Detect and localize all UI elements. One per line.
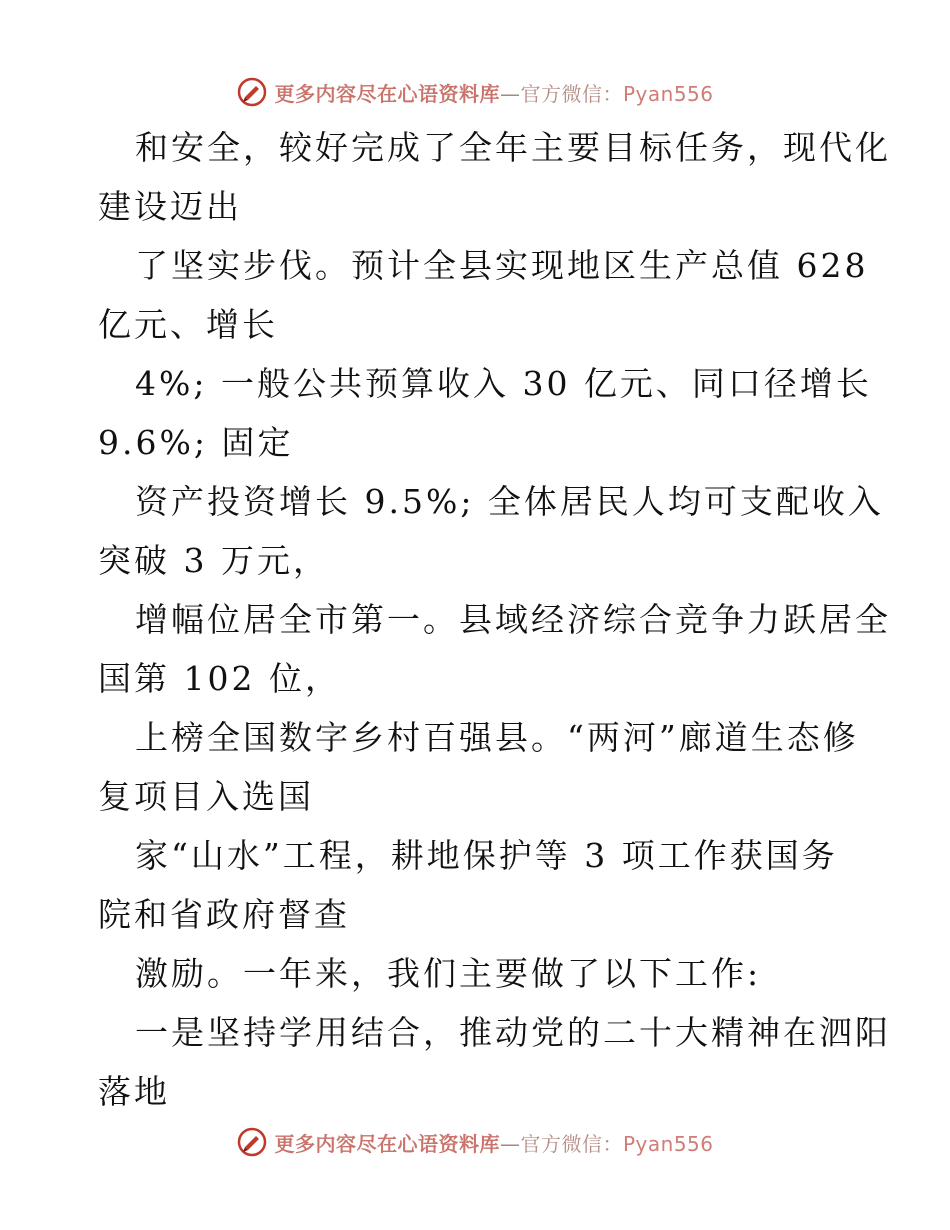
text-line: 上榜全国数字乡村百强县。“两河”廊道生态修 <box>135 718 859 757</box>
watermark-separator: — <box>499 1131 521 1156</box>
text-line: 激励。一年来，我们主要做了以下工作: <box>135 954 762 993</box>
paragraph <box>98 354 872 472</box>
text-line: 4%; 一般公共预算收入 30 亿元、同口径增长 <box>135 364 872 403</box>
text-line: 复项目入选国 <box>98 777 314 816</box>
text-line: 资产投资增长 9.5%; 全体居民人均可支配收入 <box>135 482 884 521</box>
paragraph <box>98 590 891 708</box>
paragraph <box>98 236 869 354</box>
watermark-brand: 更多内容尽在心语资料库 <box>274 1131 500 1156</box>
paragraph <box>98 708 858 826</box>
document-body <box>98 118 891 1121</box>
watermark-text <box>274 1128 713 1157</box>
text-line: 突破 3 万元， <box>98 541 329 580</box>
watermark-separator: — <box>499 81 521 106</box>
text-line: 亿元、增长 <box>98 305 278 344</box>
text-line: 增幅位居全市第一。县域经济综合竞争力跃居全 <box>135 600 891 639</box>
paragraph <box>98 944 858 1003</box>
text-line: 落地 <box>98 1072 170 1111</box>
footer-watermark <box>0 1122 950 1162</box>
paragraph <box>98 472 884 590</box>
text-line: 和安全，较好完成了全年主要目标任务，现代化 <box>135 128 891 167</box>
watermark-brand: 更多内容尽在心语资料库 <box>274 81 500 106</box>
text-line: 建设迈出 <box>98 187 242 226</box>
text-line: 院和省政府督查 <box>98 895 350 934</box>
watermark-wechat-id: Pyan556 <box>622 81 714 106</box>
paragraph <box>98 1003 891 1121</box>
paragraph <box>98 826 858 944</box>
header-watermark <box>0 72 950 112</box>
watermark-text <box>274 78 713 107</box>
watermark-label: 官方微信： <box>520 1131 623 1156</box>
text-line: 国第 102 位， <box>98 659 341 698</box>
pen-logo-icon <box>236 1126 268 1158</box>
paragraph <box>98 118 891 236</box>
text-line: 了坚实步伐。预计全县实现地区生产总值 628 <box>135 246 869 285</box>
text-line: 9.6%; 固定 <box>98 423 294 462</box>
pen-logo-icon <box>236 76 268 108</box>
text-line: 一是坚持学用结合，推动党的二十大精神在泗阳 <box>135 1013 891 1052</box>
watermark-label: 官方微信： <box>520 81 623 106</box>
watermark-wechat-id: Pyan556 <box>622 1131 714 1156</box>
text-line: 家“山水”工程，耕地保护等 3 项工作获国务 <box>135 836 838 875</box>
